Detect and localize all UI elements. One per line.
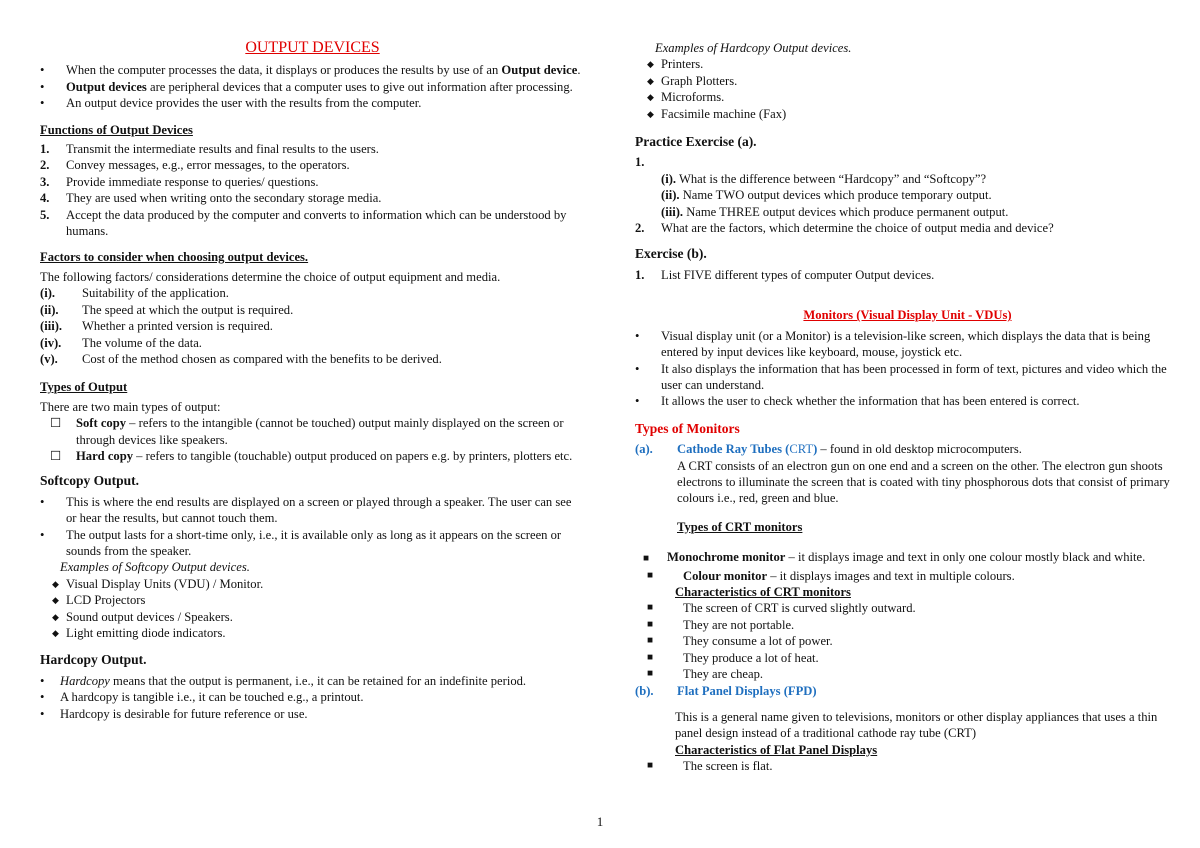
practice-heading: Practice Exercise (a). [635, 134, 757, 150]
list-item: (ii). The speed at which the output is required. [40, 302, 294, 317]
list-item: 5. Accept the data produced by the computer and converts to information which can be understood by humans. [40, 207, 567, 239]
types-monitors-heading: Types of Monitors [635, 420, 740, 436]
fpd-description: This is a general name given to televisions, monitors or other display appliances that uses a thin panel design instead of a traditional cathode ray tube (CRT) [675, 709, 1158, 741]
list-item: ☐ Hard copy – refers to tangible (touchable) output produced on papers e.g. by printers, plotters etc. [40, 448, 585, 464]
list-item: 2. Convey messages, e.g., error messages, to the operators. [40, 158, 350, 173]
list-item: 1. List FIVE different types of computer Output devices. [635, 267, 935, 282]
list-item: ■ They are cheap. [635, 666, 1180, 682]
fpd-characteristics-heading: Characteristics of Flat Panel Displays [675, 742, 878, 757]
list-item: ◆ Printers. [635, 56, 1180, 72]
list-item: (iv). The volume of the data. [40, 335, 202, 350]
list-item: (i). Suitability of the application. [40, 286, 229, 301]
list-item: • A hardcopy is tangible i.e., it can be touched e.g., a printout. [40, 690, 364, 705]
diamond-bullet-icon: ◆ [52, 611, 59, 622]
functions-heading: Functions of Output Devices [40, 122, 193, 137]
bullet-icon: • [635, 361, 640, 376]
list-item: • Output devices are peripheral devices that a computer uses to give out information after processing. [40, 79, 573, 94]
crt-characteristics-heading: Characteristics of CRT monitors [675, 584, 851, 599]
list-item: ■ The screen is flat. [635, 758, 1180, 774]
list-item: • It allows the user to check whether the information that has been entered is correct. [635, 394, 1080, 409]
hardcopy-examples-heading: Examples of Hardcopy Output devices. [655, 41, 852, 55]
list-item: ◆ Facsimile machine (Fax) [635, 106, 1180, 122]
bullet-icon: • [40, 527, 45, 542]
bullet-icon: • [635, 394, 640, 409]
list-item: • When the computer processes the data, it displays or produces the results by use of an Output device. [40, 63, 581, 78]
list-item: ■ They consume a lot of power. [635, 633, 1180, 649]
question-2: 2. What are the factors, which determine the choice of output media and device? [635, 221, 1054, 236]
list-item: (iii). Whether a printed version is required. [40, 319, 273, 334]
square-bullet-icon: ■ [647, 760, 654, 772]
exercise-b-heading: Exercise (b). [635, 246, 707, 262]
square-bullet-icon: ■ [647, 668, 654, 679]
factors-list [40, 285, 585, 367]
bullet-icon: • [40, 673, 45, 688]
list-item: ■ Colour monitor – it displays images and text in multiple colours. [635, 568, 1180, 584]
list-item: ☐ Soft copy – refers to the intangible (cannot be touched) output mainly displayed on the screen or through devices like speakers. [40, 415, 585, 448]
crt-item: (a). Cathode Ray Tubes (CRT) – found in old desktop microcomputers. [635, 442, 1022, 457]
list-item: ■ Monochrome monitor – it displays image and text in only one colour mostly black and white. [635, 549, 1180, 567]
list-item: • This is where the end results are displayed on a screen or played through a speaker. The user can see or hear the results, but cannot touch them. [40, 494, 572, 526]
list-item: ◆ Graph Plotters. [635, 73, 1180, 89]
fpd-item: (b). Flat Panel Displays (FPD) [635, 684, 817, 699]
list-item: (i). What is the difference between “Hardcopy” and “Softcopy”? [661, 171, 987, 186]
list-item: ■ They produce a lot of heat. [635, 650, 1180, 666]
square-bullet-icon: ■ [647, 618, 654, 630]
bullet-icon: • [40, 63, 45, 78]
bullet-icon: • [635, 328, 640, 343]
square-bullet-icon: ■ [647, 602, 654, 614]
monitors-heading: Monitors (Visual Display Unit - VDUs) [803, 308, 1012, 323]
types-intro: There are two main types of output: [40, 399, 221, 414]
list-item: • It also displays the information that has been processed in form of text, pictures and video which the user can understand. [635, 361, 1167, 392]
list-item: • The output lasts for a short-time only, i.e., it is available only as long as it appears on the screen or sounds from the speaker. [40, 527, 562, 558]
functions-list [40, 141, 585, 239]
list-item: (iii). Name THREE output devices which produce permanent output. [661, 204, 1009, 219]
list-item: 3. Provide immediate response to queries/ questions. [40, 174, 319, 189]
list-item: ◆ Sound output devices / Speakers. [40, 609, 585, 625]
diamond-bullet-icon: ◆ [647, 75, 654, 86]
softcopy-heading: Softcopy Output. [40, 473, 140, 489]
factors-heading: Factors to consider when choosing output devices. [40, 250, 309, 265]
list-item: ■ The screen of CRT is curved slightly outward. [635, 600, 1180, 616]
square-bullet-icon: ■ [647, 569, 654, 581]
hardcopy-heading: Hardcopy Output. [40, 652, 147, 668]
diamond-bullet-icon: ◆ [647, 59, 654, 70]
crt-description: A CRT consists of an electron gun on one end and a screen on the other. The electron gun shoots electrons to illuminate the screen that is coated with tiny phosphorous dots that consist of primary colours i.e., red, green and blue. [677, 458, 1170, 506]
list-item: • An output device provides the user with the results from the computer. [40, 96, 422, 111]
intro-bullets [40, 62, 585, 111]
square-bullet-icon: ■ [643, 553, 650, 565]
bullet-icon: • [40, 690, 45, 705]
diamond-bullet-icon: ◆ [647, 108, 654, 119]
list-item: • Hardcopy is desirable for future reference or use. [40, 706, 308, 721]
bullet-icon: • [40, 79, 45, 94]
square-bullet-icon: ■ [647, 635, 654, 647]
list-item: • Hardcopy means that the output is permanent, i.e., it can be retained for an indefinite period. [40, 673, 527, 688]
page-title: OUTPUT DEVICES [245, 39, 380, 56]
list-item: 4. They are used when writing onto the secondary storage media. [40, 191, 382, 206]
list-item: ◆ Light emitting diode indicators. [40, 625, 585, 641]
list-item: 1. Transmit the intermediate results and final results to the users. [40, 142, 379, 157]
checkbox-icon: ☐ [50, 448, 62, 463]
list-item: • Visual display unit (or a Monitor) is a television-like screen, which displays the data that is being entered by input devices like keyboard, mouse, joystick etc. [635, 328, 1151, 360]
page-number: 1 [596, 814, 604, 829]
list-item: ◆ Visual Display Units (VDU) / Monitor. [40, 576, 585, 592]
list-item: ◆ Microforms. [635, 89, 1180, 105]
diamond-bullet-icon: ◆ [52, 628, 59, 638]
question-1: 1. [635, 155, 645, 170]
softcopy-examples-heading: Examples of Softcopy Output devices. [60, 560, 250, 575]
bullet-icon: • [40, 96, 45, 111]
bullet-icon: • [40, 494, 45, 509]
list-item: (ii). Name TWO output devices which produce temporary output. [661, 188, 992, 203]
diamond-bullet-icon: ◆ [647, 92, 654, 103]
diamond-bullet-icon: ◆ [52, 578, 59, 589]
list-item: (v). Cost of the method chosen as compared with the benefits to be derived. [40, 351, 442, 366]
right-column [635, 40, 1180, 774]
crt-types-heading: Types of CRT monitors [677, 519, 803, 534]
factors-intro: The following factors/ considerations determine the choice of output equipment and media. [40, 269, 501, 284]
checkbox-icon: ☐ [50, 416, 62, 431]
types-heading: Types of Output [40, 380, 128, 395]
bullet-icon: • [40, 706, 45, 721]
list-item: ■ They are not portable. [635, 617, 1180, 633]
left-column [40, 40, 585, 722]
diamond-bullet-icon: ◆ [52, 595, 59, 606]
list-item: ◆ LCD Projectors [40, 592, 585, 608]
question-1-parts [635, 171, 1180, 220]
square-bullet-icon: ■ [647, 651, 654, 663]
